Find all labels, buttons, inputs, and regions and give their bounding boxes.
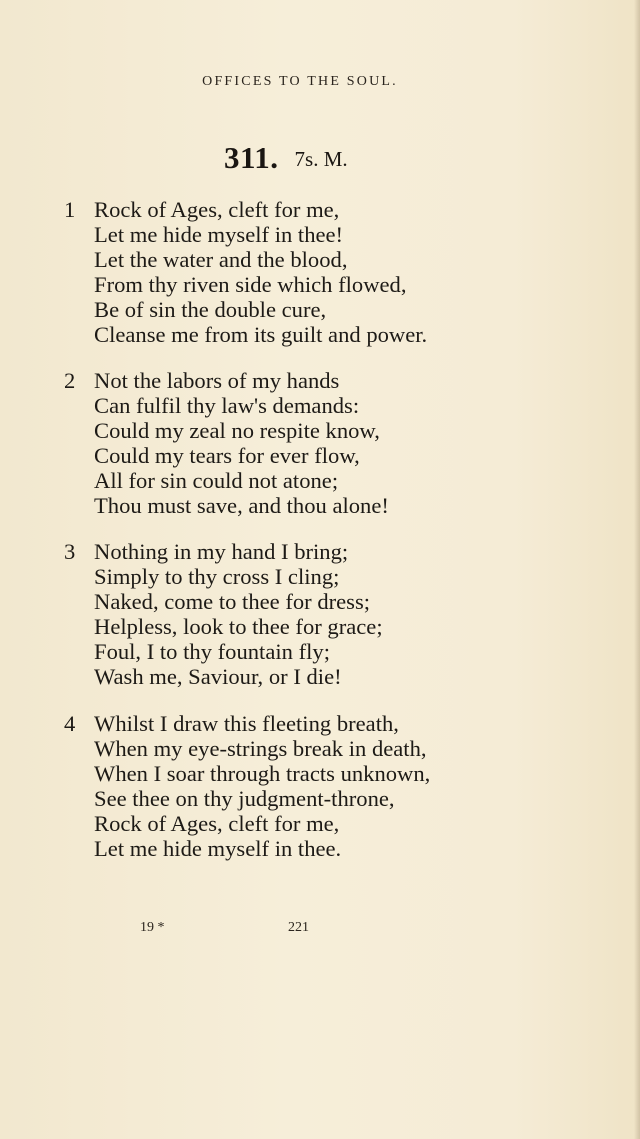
stanza-line: Not the labors of my hands xyxy=(94,368,340,393)
page-number: 221 xyxy=(288,920,309,935)
stanza-4 xyxy=(64,711,430,861)
stanza-line: Let me hide myself in thee. xyxy=(94,836,342,861)
stanza-line: Be of sin the double cure, xyxy=(94,297,327,322)
stanza-line: Thou must save, and thou alone! xyxy=(94,493,389,518)
running-head: OFFICES TO THE SOUL. xyxy=(202,74,398,89)
page-edge-shadow xyxy=(634,0,640,1139)
stanza-line: Rock of Ages, cleft for me, xyxy=(94,197,340,222)
stanza-2 xyxy=(64,368,389,518)
stanza-line: Foul, I to thy fountain fly; xyxy=(94,639,330,664)
stanza-line: Naked, come to thee for dress; xyxy=(94,589,371,614)
stanza-line: From thy riven side which flowed, xyxy=(94,272,407,297)
stanza-line: Nothing in my hand I bring; xyxy=(94,539,349,564)
stanza-line: Could my zeal no respite know, xyxy=(94,418,380,443)
stanza-line: When my eye-strings break in death, xyxy=(94,736,427,761)
stanza-line: Helpless, look to thee for grace; xyxy=(94,614,383,639)
stanza-line: Whilst I draw this fleeting breath, xyxy=(94,711,399,736)
stanza-line: Could my tears for ever flow, xyxy=(94,443,360,468)
stanza-line: Wash me, Saviour, or I die! xyxy=(94,664,342,689)
stanza-line: Let me hide myself in thee! xyxy=(94,222,344,247)
stanza-line: See thee on thy judgment-throne, xyxy=(94,786,395,811)
stanza-line: Let the water and the blood, xyxy=(94,247,348,272)
stanza-line: All for sin could not atone; xyxy=(94,468,339,493)
stanza-lines xyxy=(94,197,427,347)
stanza-line: Simply to thy cross I cling; xyxy=(94,564,340,589)
signature-mark: 19 * xyxy=(140,920,165,935)
stanza-number: 3 xyxy=(64,539,76,564)
stanza-3 xyxy=(64,539,383,689)
stanza-lines xyxy=(94,368,389,518)
stanza-lines xyxy=(94,539,383,689)
stanza-1 xyxy=(64,197,427,347)
stanza-line: Can fulfil thy law's demands: xyxy=(94,393,360,418)
stanza-lines xyxy=(94,711,430,861)
stanza-line: Cleanse me from its guilt and power. xyxy=(94,322,428,347)
stanza-line: Rock of Ages, cleft for me, xyxy=(94,811,340,836)
stanza-number: 2 xyxy=(64,368,76,393)
hymn-heading xyxy=(224,140,348,176)
hymn-number: 311. xyxy=(224,140,279,175)
hymn-meter: 7s. M. xyxy=(294,147,348,171)
stanza-number: 1 xyxy=(64,197,76,222)
stanza-number: 4 xyxy=(64,711,76,736)
stanza-line: When I soar through tracts unknown, xyxy=(94,761,431,786)
